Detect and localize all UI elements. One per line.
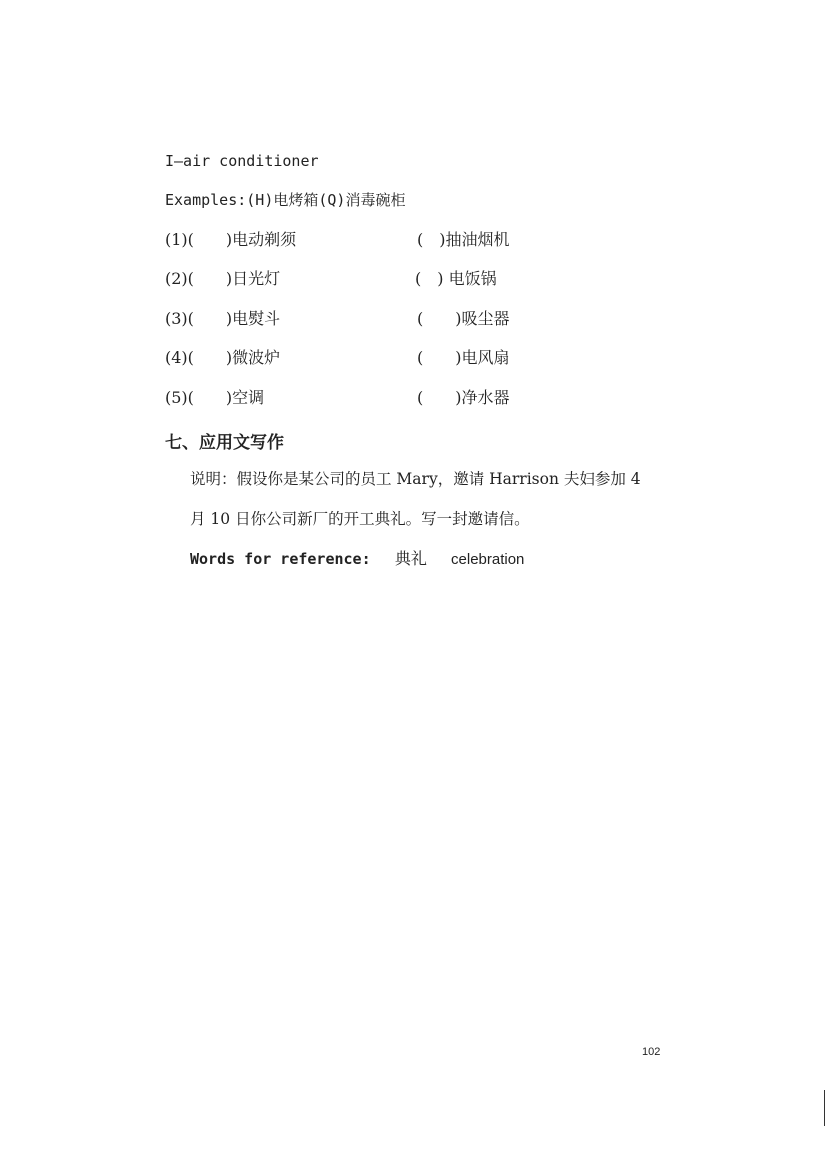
list-item-2-left: (2)( )日光灯 [165,269,281,288]
list-item-1-right: ( )抽油烟机 [417,230,510,249]
title-line: I—air conditioner [165,152,319,170]
list-item-3-left: (3)( )电熨斗 [165,309,281,328]
list-item-5-left: (5)( )空调 [165,388,265,407]
list-item-5-right: ( )净水器 [417,388,510,407]
list-item-2-right: ( ) 电饭锅 [415,269,497,288]
page-edge-divider [824,1090,825,1126]
reference-line [190,549,524,570]
instruction-line-2: 月 10 日你公司新厂的开工典礼。写一封邀请信。 [190,510,530,528]
reference-chinese: 典礼 [394,549,427,568]
examples-line: Examples:(H)电烤箱(Q)消毒碗柜 [165,191,406,209]
list-item-1-left: (1)( )电动剃须 [165,230,297,249]
reference-english: celebration [451,551,525,568]
list-item-4-right: ( )电风扇 [417,348,510,367]
page-number: 102 [642,1046,661,1058]
instruction-line-1: 说明：假设你是某公司的员工 Mary，邀请 Harrison 夫妇参加 4 [190,470,641,488]
reference-label: Words for reference: [190,550,371,568]
section-heading: 七、应用文写作 [165,433,284,453]
list-item-3-right: ( )吸尘器 [417,309,510,328]
list-item-4-left: (4)( )微波炉 [165,348,281,367]
